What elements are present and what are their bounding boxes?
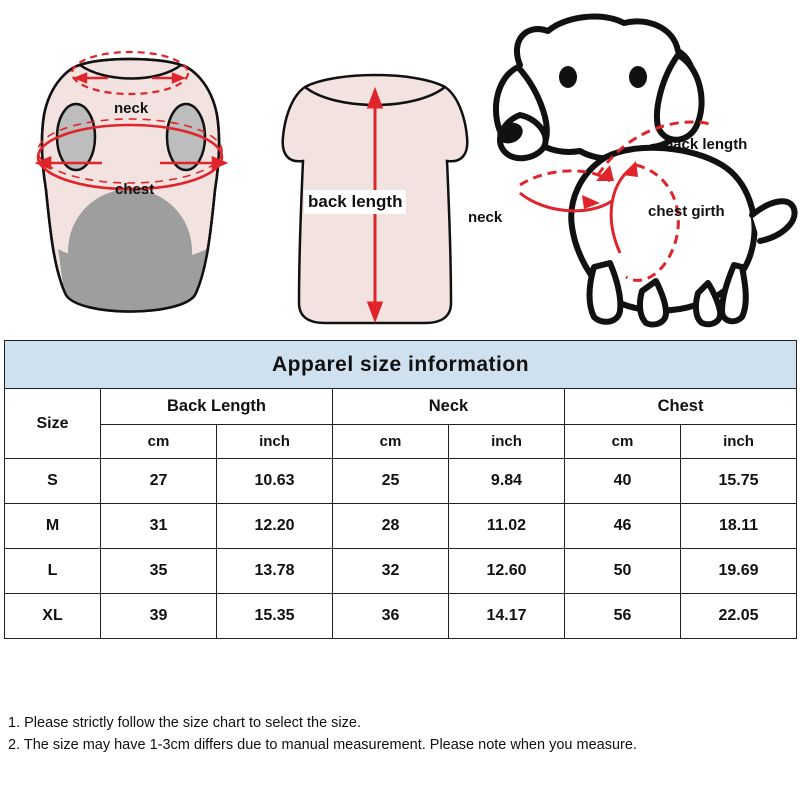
front-chest-label: chest — [115, 181, 155, 198]
table-title-row — [5, 341, 797, 389]
cell-chest-cm: 46 — [565, 504, 681, 549]
cell-back-length-inch: 12.20 — [217, 504, 333, 549]
left-sleeve — [57, 104, 95, 170]
header-back-length: Back Length — [101, 389, 333, 425]
cell-back-length-cm: 31 — [101, 504, 217, 549]
unit-neck-inch: inch — [449, 425, 565, 459]
cell-back-length-cm: 35 — [101, 549, 217, 594]
cell-neck-cm: 25 — [333, 459, 449, 504]
note-line-2: 2. The size may have 1-3cm differs due to manual measurement. Please note when you measure. — [8, 737, 637, 754]
dog-left-eye — [559, 66, 577, 88]
row-size: M — [5, 504, 101, 549]
cell-neck-inch: 12.60 — [449, 549, 565, 594]
unit-chest-cm: cm — [565, 425, 681, 459]
cell-chest-inch: 22.05 — [681, 594, 797, 639]
cell-neck-inch: 14.17 — [449, 594, 565, 639]
dog-back-length-label: back length — [664, 136, 748, 153]
front-neck-label: neck — [114, 100, 149, 117]
table-title: Apparel size information — [5, 341, 797, 389]
dog-chest-girth-label: chest girth — [648, 203, 725, 220]
table-unit-header-row — [5, 425, 797, 459]
dog-neck-label: neck — [468, 209, 503, 226]
dog-right-eye — [629, 66, 647, 88]
cell-back-length-cm: 27 — [101, 459, 217, 504]
row-size: XL — [5, 594, 101, 639]
header-size: Size — [5, 389, 101, 459]
dog-illustration — [460, 5, 800, 335]
cell-chest-inch: 19.69 — [681, 549, 797, 594]
unit-neck-cm: cm — [333, 425, 449, 459]
note-line-1: 1. Please strictly follow the size chart to select the size. — [8, 715, 361, 731]
cell-chest-cm: 56 — [565, 594, 681, 639]
header-neck: Neck — [333, 389, 565, 425]
table-row — [5, 459, 797, 504]
row-size: L — [5, 549, 101, 594]
table-row — [5, 504, 797, 549]
table-group-header-row — [5, 389, 797, 425]
unit-back-length-cm: cm — [101, 425, 217, 459]
cell-chest-cm: 40 — [565, 459, 681, 504]
table-row — [5, 594, 797, 639]
cell-neck-inch: 11.02 — [449, 504, 565, 549]
cell-chest-cm: 50 — [565, 549, 681, 594]
cell-neck-cm: 28 — [333, 504, 449, 549]
table-row — [5, 549, 797, 594]
unit-chest-inch: inch — [681, 425, 797, 459]
cell-chest-inch: 15.75 — [681, 459, 797, 504]
apparel-size-table — [4, 340, 797, 639]
front-view-diagram — [10, 5, 260, 335]
cell-chest-inch: 18.11 — [681, 504, 797, 549]
cell-back-length-inch: 15.35 — [217, 594, 333, 639]
cell-neck-cm: 36 — [333, 594, 449, 639]
measurement-illustration — [0, 0, 800, 340]
notes-section — [4, 706, 796, 757]
cell-back-length-cm: 39 — [101, 594, 217, 639]
back-length-label: back length — [304, 190, 406, 214]
cell-back-length-inch: 10.63 — [217, 459, 333, 504]
cell-neck-cm: 32 — [333, 549, 449, 594]
cell-neck-inch: 9.84 — [449, 459, 565, 504]
header-chest: Chest — [565, 389, 797, 425]
row-size: S — [5, 459, 101, 504]
cell-back-length-inch: 13.78 — [217, 549, 333, 594]
unit-back-length-inch: inch — [217, 425, 333, 459]
